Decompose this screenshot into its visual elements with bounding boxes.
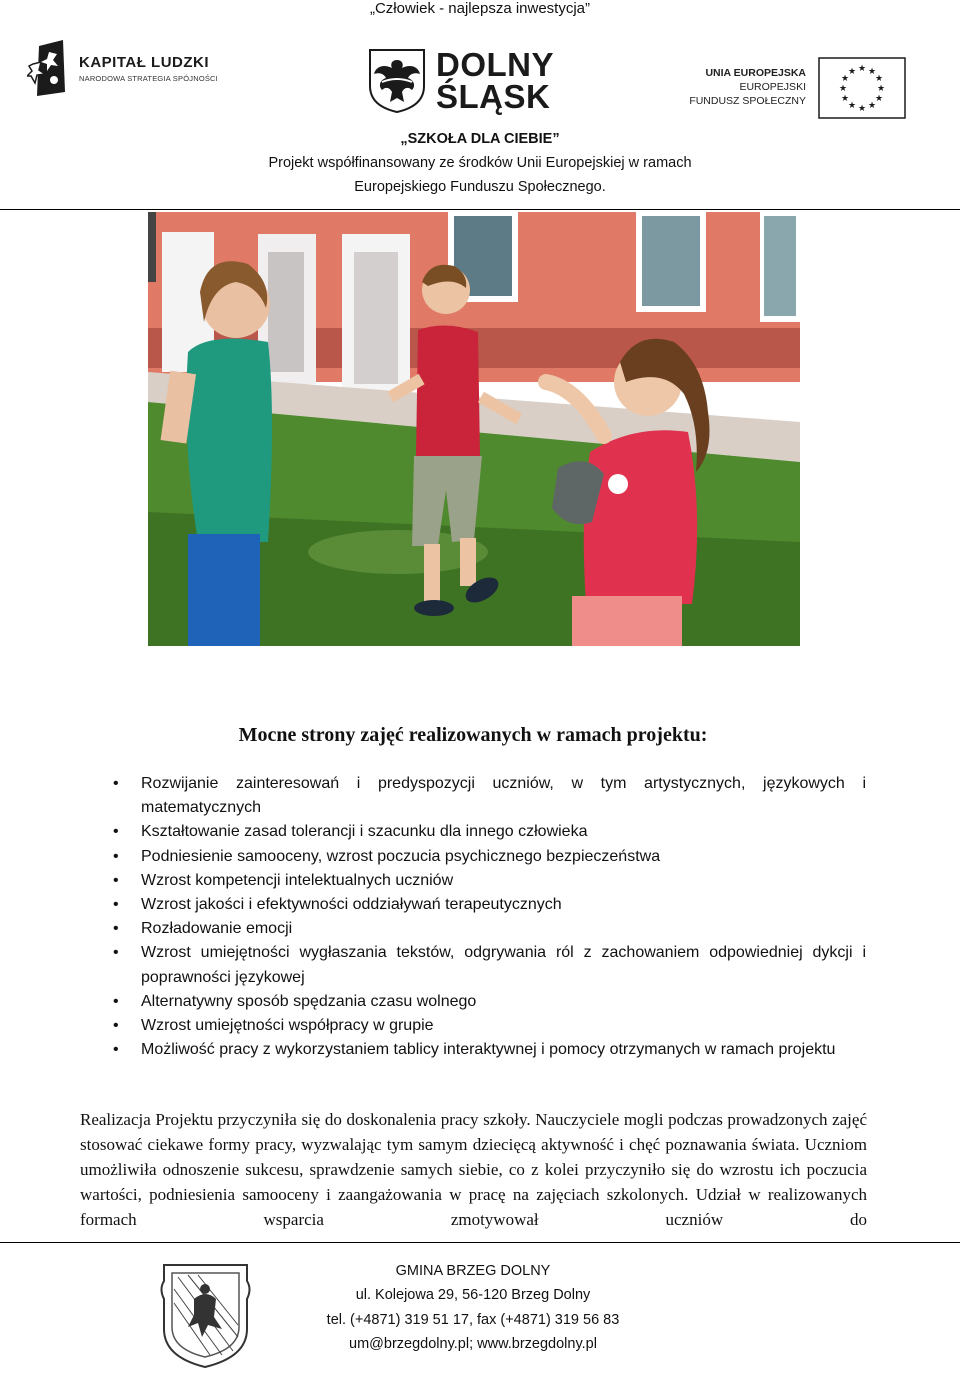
photo-illustration bbox=[148, 212, 800, 646]
svg-text:★: ★ bbox=[857, 104, 867, 114]
list-item: • Podniesienie samooceny, wzrost poczucia psychicznego bezpieczeństwa bbox=[108, 845, 866, 869]
kapital-ludzki-title: KAPITAŁ LUDZKI bbox=[79, 54, 210, 71]
svg-text:★: ★ bbox=[847, 101, 857, 111]
kapital-ludzki-subtitle: NARODOWA STRATEGIA SPÓJNOŚCI bbox=[79, 74, 218, 83]
section-title: Mocne strony zajęć realizowanych w ramach projektu: bbox=[238, 724, 708, 746]
svg-text:★: ★ bbox=[847, 67, 857, 77]
project-header bbox=[0, 127, 960, 199]
list-item: • Możliwość pracy z wykorzystaniem tablicy interaktywnej i pomocy otrzymanych w ramach projektu bbox=[108, 1038, 866, 1062]
strengths-list bbox=[108, 772, 866, 1062]
footer-street: ul. Kolejowa 29, 56-120 Brzeg Dolny bbox=[355, 1287, 591, 1304]
footer-divider bbox=[0, 1242, 960, 1243]
children-playing-photo bbox=[148, 212, 800, 646]
svg-text:★: ★ bbox=[867, 101, 877, 111]
kapital-ludzki-logo-icon bbox=[27, 38, 75, 98]
list-item: • Rozwijanie zainteresowań i predyspozycji uczniów, w tym artystycznych, językowych i matematycznych bbox=[108, 772, 866, 820]
footer-name: GMINA BRZEG DOLNY bbox=[395, 1263, 551, 1279]
dolny-slask-logo bbox=[368, 46, 568, 114]
eu-line2: EUROPEJSKI bbox=[739, 81, 806, 93]
list-item: • Kształtowanie zasad tolerancji i szacunku dla innego człowieka bbox=[108, 820, 866, 844]
kapital-ludzki-logo bbox=[27, 38, 227, 98]
eu-logo bbox=[689, 57, 912, 121]
dolny-slask-line1: DOLNY bbox=[436, 46, 554, 83]
header-tagline: „Człowiek - najlepsza inwestycja” bbox=[369, 0, 591, 17]
eu-line1: UNIA EUROPEJSKA bbox=[705, 67, 806, 79]
svg-text:★: ★ bbox=[874, 94, 884, 104]
footer-contact: um@brzegdolny.pl; www.brzegdolny.pl bbox=[349, 1335, 597, 1352]
list-item: • Wzrost jakości i efektywności oddziaływań terapeutycznych bbox=[108, 893, 866, 917]
project-name: „SZKOŁA DLA CIEBIE” bbox=[400, 131, 560, 147]
list-item: • Wzrost umiejętności współpracy w grupie bbox=[108, 1014, 866, 1038]
list-item: • Rozładowanie emocji bbox=[108, 917, 866, 941]
list-item: • Wzrost kompetencji intelektualnych uczniów bbox=[108, 869, 866, 893]
header-divider bbox=[0, 209, 960, 210]
list-item: • Alternatywny sposób spędzania czasu wolnego bbox=[108, 990, 866, 1014]
eu-flag-icon bbox=[818, 57, 906, 119]
svg-text:★: ★ bbox=[840, 74, 850, 84]
footer-phone: tel. (+4871) 319 51 17, fax (+4871) 319 56 83 bbox=[326, 1311, 620, 1328]
svg-text:★: ★ bbox=[838, 84, 848, 94]
dolny-slask-line2: ŚLĄSK bbox=[436, 78, 551, 115]
footer-address bbox=[0, 1259, 946, 1356]
eu-line3: FUNDUSZ SPOŁECZNY bbox=[689, 95, 806, 107]
svg-text:★: ★ bbox=[857, 64, 867, 74]
svg-text:★: ★ bbox=[876, 84, 886, 94]
svg-text:★: ★ bbox=[867, 67, 877, 77]
cofinance-line2: Europejskiego Funduszu Społecznego. bbox=[354, 179, 606, 195]
list-item: • Wzrost umiejętności wygłaszania tekstów, odgrywania ról z zachowaniem odpowiedniej dykcji i poprawności językowej bbox=[108, 941, 866, 989]
silesian-eagle-crest-icon bbox=[368, 48, 426, 114]
svg-text:★: ★ bbox=[874, 74, 884, 84]
cofinance-line1: Projekt współfinansowany ze środków Unii Europejskiej w ramach bbox=[268, 155, 692, 171]
svg-text:★: ★ bbox=[840, 94, 850, 104]
summary-paragraph: Realizacja Projektu przyczyniła się do doskonalenia pracy szkoły. Nauczyciele mogli podczas prowadzonych zajęć stosować ciekawe formy pracy, wyzwalając tym samym dziecięcą aktywność i chęć poznawania świata. Uczniom umożliwiła odnoszenie sukcesu, sprawdzenie samych siebie, co z kolei przyczyniło się do wzrostu ich poczucia wartości, podniesienia samooceny i zaangażowania w pracę na zajęciach szkolonych. Udział w realizowanych formach wsparcia zmotywował uczniów do bbox=[80, 1110, 867, 1229]
